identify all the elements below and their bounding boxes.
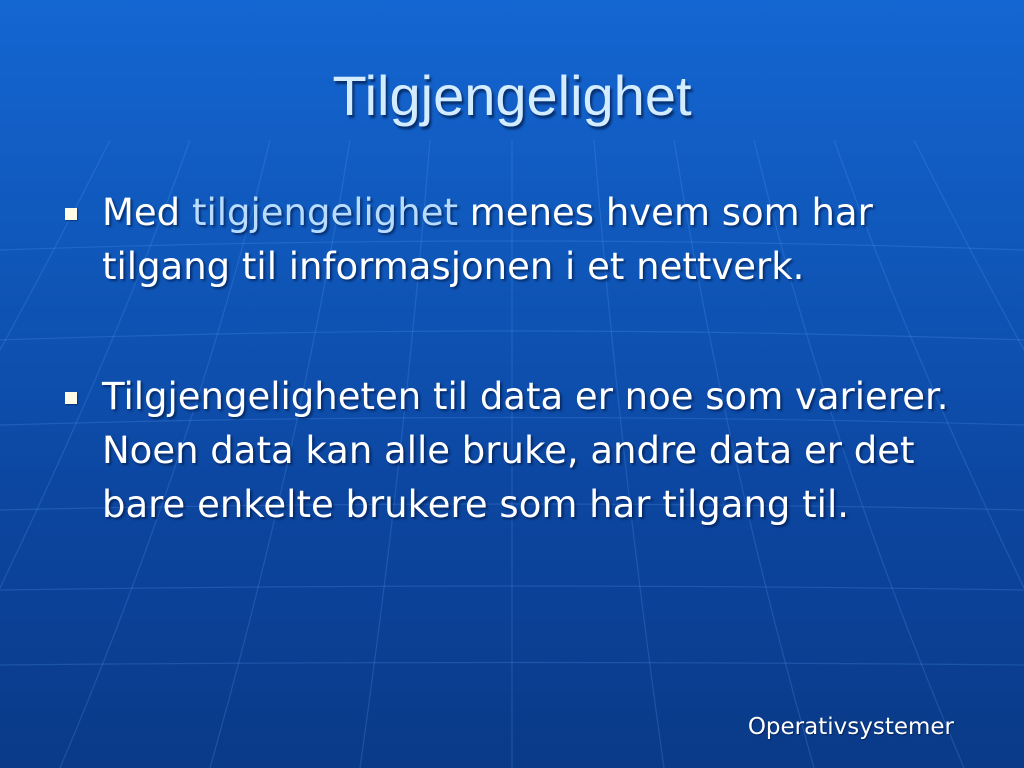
bullet-1-text-start: Med — [102, 191, 192, 234]
bullet-2-text: Tilgjengeligheten til data er noe som varierer. Noen data kan alle bruke, andre data er det bare enkelte brukere som har tilgang til. — [102, 375, 949, 526]
bullet-1-text-end: menes hvem som har tilgang til informasjonen i et nettverk. — [102, 191, 873, 288]
bullet-item-2 — [62, 370, 982, 532]
bullet-1-highlight: tilgjengelighet — [191, 191, 459, 234]
slide-title: Tilgjengelighet — [332, 64, 692, 127]
square-bullet-icon — [65, 392, 77, 404]
bullet-list — [62, 186, 982, 532]
square-bullet-icon — [65, 208, 77, 220]
bullet-item-1 — [62, 186, 982, 294]
slide-footer: Operativsystemer — [747, 714, 954, 740]
